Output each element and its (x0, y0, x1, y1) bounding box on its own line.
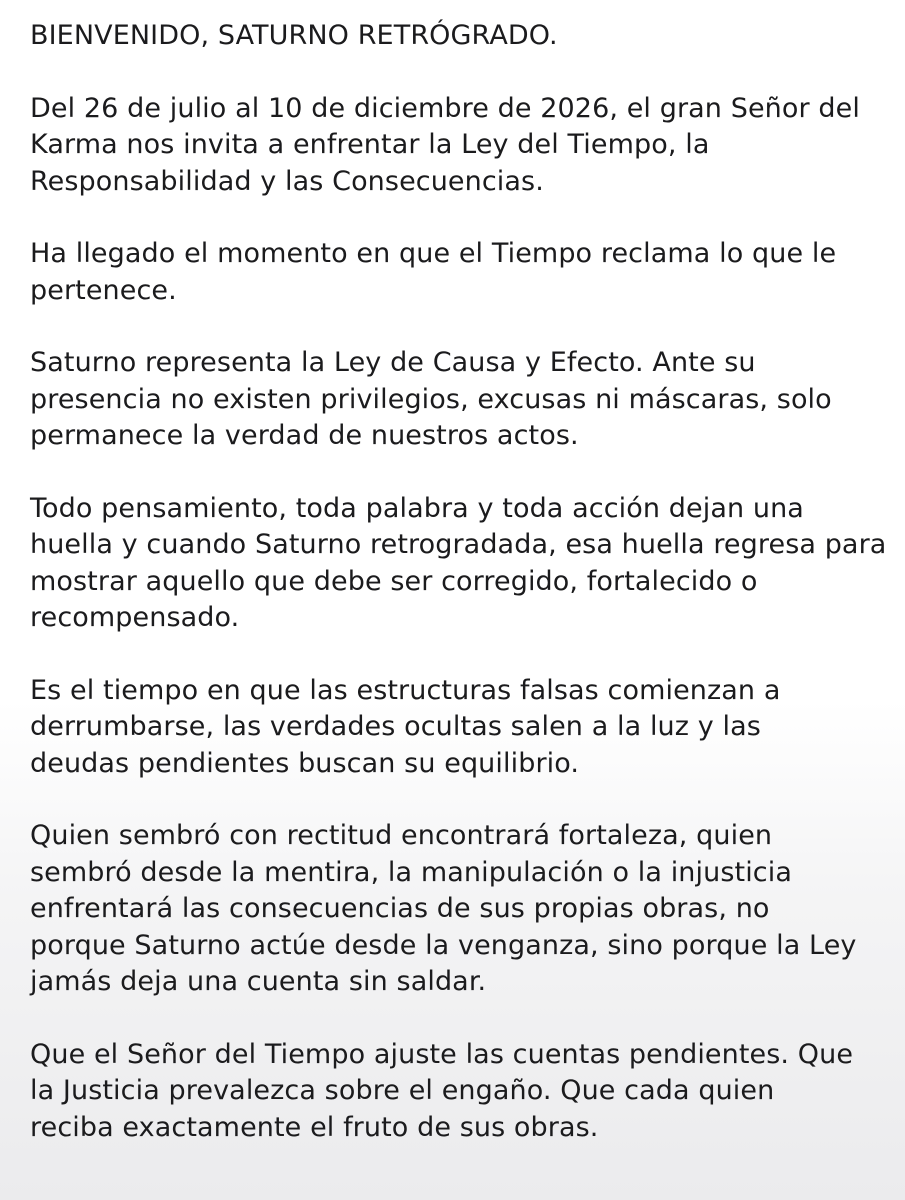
paragraph-1 (30, 91, 885, 201)
text-line: recompensado. (30, 602, 240, 633)
text-line: la Justicia prevalezca sobre el engaño. Que cada quien (30, 1075, 775, 1106)
text-line: sembró desde la mentira, la manipulación o la injusticia (30, 856, 792, 888)
text-line: huella y cuando Saturno retrogradada, esa huella regresa para (30, 529, 887, 560)
paragraph-gap (30, 200, 885, 236)
text-line: mostrar aquello que debe ser corregido, fortalecido o (30, 565, 758, 597)
paragraph-gap (30, 637, 885, 673)
paragraph-5 (30, 673, 885, 783)
text-line: Del 26 de julio al 10 de diciembre de 2026, el gran Señor del (30, 92, 860, 124)
text-line: deudas pendientes buscan su equilibrio. (30, 747, 580, 779)
text-line: enfrentará las consecuencias de sus propias obras, no (30, 893, 770, 924)
text-line: Es el tiempo en que las estructuras falsas comienzan a (30, 674, 781, 706)
paragraph-4 (30, 491, 885, 637)
text-line: reciba exactamente el fruto de sus obras. (30, 1111, 599, 1143)
text-line: pertenece. (30, 274, 177, 306)
text-line: Que el Señor del Tiempo ajuste las cuentas pendientes. Que (30, 1038, 854, 1070)
text-line: Ha llegado el momento en que el Tiempo reclama lo que le (30, 238, 837, 269)
paragraph-gap (30, 782, 885, 818)
paragraph-3 (30, 345, 885, 455)
text-line: Todo pensamiento, toda palabra y toda acción dejan una (30, 492, 804, 524)
paragraph-gap (30, 455, 885, 491)
text-line: Quien sembró con rectitud encontrará fortaleza, quien (30, 820, 773, 851)
paragraph-gap (30, 309, 885, 345)
paragraph-gap (30, 55, 885, 91)
text-line: Responsabilidad y las Consecuencias. (30, 165, 544, 197)
paragraph-gap (30, 1001, 885, 1037)
text-line: porque Saturno actúe desde la venganza, sino porque la Ley (30, 929, 857, 961)
title-line: BIENVENIDO, SATURNO RETRÓGRADO. (30, 20, 558, 51)
text-line: permanece la verdad de nuestros actos. (30, 420, 579, 451)
paragraph-2 (30, 236, 885, 309)
text-line: jamás deja una cuenta sin saldar. (30, 966, 487, 997)
text-line: Saturno representa la Ley de Causa y Efecto. Ante su (30, 347, 756, 378)
text-line: Karma nos invita a enfrentar la Ley del Tiempo, la (30, 129, 710, 160)
paragraph-7 (30, 1037, 885, 1147)
paragraph-6 (30, 818, 885, 1001)
document-title (30, 18, 885, 55)
text-line: presencia no existen privilegios, excusas ni máscaras, solo (30, 383, 832, 415)
text-line: derrumbarse, las verdades ocultas salen a la luz y las (30, 711, 761, 742)
